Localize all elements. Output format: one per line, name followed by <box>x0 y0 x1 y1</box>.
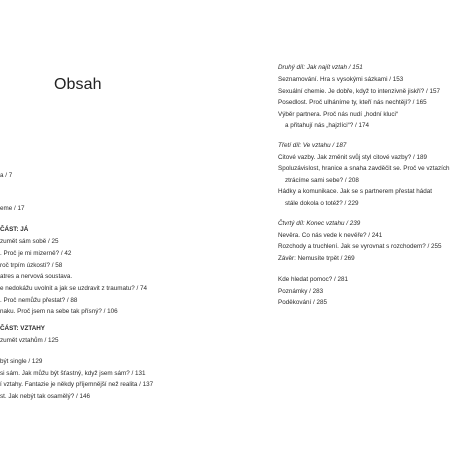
toc-entry: e nedokážu uvolnit a jak se uzdravit z traumatu? / 74 <box>0 285 148 292</box>
toc-entry: zumět vztahům / 125 <box>0 337 59 344</box>
toc-entry: Seznamování. Hra s vysokými sázkami / 153 <box>278 76 404 83</box>
toc-entry-continuation: stále dokola o totéž? / 229 <box>285 200 359 207</box>
right-page <box>225 0 450 450</box>
toc-section-heading: Třetí díl: Ve vztahu / 187 <box>278 142 347 149</box>
toc-entry: Posedlost. Proč ulháníme ty, kteří nás nechtějí? / 165 <box>278 99 427 106</box>
toc-entry: . Proč je mi mizerně? / 42 <box>0 250 72 257</box>
toc-entry: st. Jak nebýt tak osamělý? / 146 <box>0 393 90 400</box>
toc-entry: Kde hledat pomoc? / 281 <box>278 276 349 283</box>
toc-entry: naku. Proč jsem na sebe tak přísný? / 106 <box>0 308 118 315</box>
toc-entry: Poznámky / 283 <box>278 288 324 295</box>
toc-entry: atres a nervová soustava. <box>0 273 73 280</box>
toc-entry: Závěr: Nemusíte trpět / 269 <box>278 255 355 262</box>
toc-entry: Hádky a komunikace. Jak se s partnerem přestat hádat <box>278 188 433 195</box>
toc-entry: si sám. Jak můžu být šťastný, když jsem sám? / 131 <box>0 370 146 377</box>
toc-entry: roč trpím úzkostí? / 58 <box>0 262 63 269</box>
toc-entry: být single / 129 <box>0 358 43 365</box>
toc-entry: Nevěra. Co nás vede k nevěře? / 241 <box>278 232 383 239</box>
toc-entry: zumět sám sobě / 25 <box>0 238 59 245</box>
toc-entry: Spoluzávislost, hranice a snaha zavděčit se. Proč ve vztazích <box>278 165 450 172</box>
toc-entry: eme / 17 <box>0 205 25 212</box>
toc-entry: a / 7 <box>0 172 13 179</box>
toc-entry-continuation: a přitahují nás „hajzlíci“? / 174 <box>285 122 370 129</box>
toc-entry: Výběr partnera. Proč nás nudí „hodní kluci“ <box>278 111 399 118</box>
toc-section-heading: Čtvrtý díl: Konec vztahu / 239 <box>278 220 361 227</box>
toc-entry: Poděkování / 285 <box>278 299 328 306</box>
toc-entry: Citové vazby. Jak změnit svůj styl citové vazby? / 189 <box>278 154 427 161</box>
toc-part-heading: ČÁST: JÁ <box>0 226 29 233</box>
toc-entry: Sexuální chemie. Je dobře, když to intenzivně jiskří? / 157 <box>278 88 441 95</box>
toc-entry-continuation: ztrácíme sami sebe? / 208 <box>285 177 359 184</box>
toc-entry: í vztahy. Fantazie je někdy příjemnější než realita / 137 <box>0 381 154 388</box>
page-title: Obsah <box>54 76 102 93</box>
toc-part-heading: ČÁST: VZTAHY <box>0 325 46 332</box>
toc-entry: Rozchody a truchlení. Jak se vyrovnat s rozchodem? / 255 <box>278 243 442 250</box>
toc-section-heading: Druhý díl: Jak najít vztah / 151 <box>278 64 363 71</box>
toc-entry: . Proč nemůžu přestat? / 88 <box>0 297 78 304</box>
